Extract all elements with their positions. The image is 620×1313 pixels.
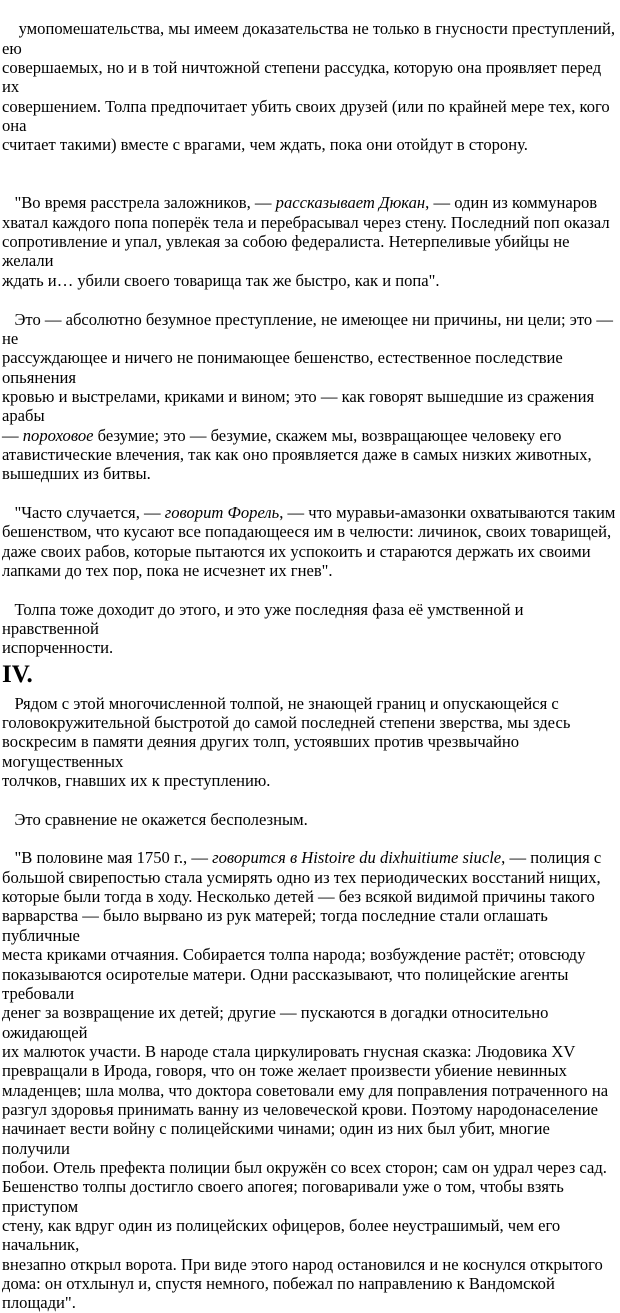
paragraph (2, 310, 616, 484)
text-segment: , — один из коммунаров хватал каждого попа поперёк тела и перебрасывал через стену. Последний поп оказал сопротивление и упал, увлекая за собою федералиста. Нетерпеливые убийцы не желали ждать и… убили своего товарища так же быстро, как и попа". (2, 193, 610, 290)
italic-attribution: говорит Форель (164, 502, 280, 522)
paragraph (2, 694, 616, 791)
paragraph (2, 810, 616, 829)
paragraph-gap (2, 790, 616, 809)
italic-attribution: рассказывает Дюкан (275, 193, 426, 213)
text-segment: Толпа тоже доходит до этого, и это уже последняя фаза её умственной и нравственной испорченности. (2, 599, 524, 658)
paragraph-gap (2, 580, 616, 599)
italic-term: пороховое (22, 425, 94, 445)
paragraph-quote-forel (2, 503, 616, 580)
text-segment: "В половине мая 1750 г., — (2, 848, 213, 868)
text-segment: Это — абсолютно безумное преступление, не имеющее ни причины, ни цели; это — не рассуждающее и ничего не понимающее бешенство, естественное последствие опьянения кровью и выстрелами, криками и вином; это — как говорят вышедшие из сражения арабы — (2, 309, 613, 445)
text-segment: "Часто случается, — (2, 502, 165, 522)
paragraph (2, 0, 616, 174)
text-segment: , — полиция с большой свирепостью стала усмирять одно из тех периодических восстаний нищих, которые были тогда в ходу. Несколько детей — без всякой видимой причины такого варварства — было вырвано из рук матерей; тогда последние стали оглашать публичные места криками отчаяния. Собирается толпа народа; возбуждение растёт; отовсюду показываются осиротелые матери. Одни рассказывают, что полицейские агенты требовали денег за возвращение их детей; другие — пускаются в догадки относительно ожидающей их малюток участи. В народе стала циркулировать гнусная сказка: Людовика XV превращали в Ирода, говоря, что он тоже желает произвести убиение невинных младенцев; шла молва, что доктора советовали ему для поправления потраченного на разгул здоровья принимать ванну из человеческой крови. Поэтому народонаселение начинает вести войну с полицейскими чинами; один из них был убит, многие получили побои. Отель префекта полиции был окружён со всех сторон; сам он удрал через сад. Бешенство толпы достигло своего апогея; поговаривали уже о том, чтобы взять приступом стену, как вдруг один из полицейских офицеров, более неустрашимый, чем его начальник, внезапно открыл ворота. При виде этого народ остановился и не коснулся открытого дома: он отхлынул и, спустя немного, побежал по направлению к Вандомской площади". (2, 848, 609, 1313)
text-segment: Это сравнение не окажется бесполезным. (2, 809, 308, 829)
italic-source: говорится в Histoire du dixhuitiume siucle (212, 848, 502, 868)
paragraph-gap (2, 174, 616, 193)
paragraph-quote-ducamp (2, 193, 616, 290)
paragraph-gap (2, 290, 616, 309)
text-segment: безумие; это — безумие, скажем мы, возвращающее человеку его атавистические влечения, так как оно проявляется даже в самых низких животных, вышедших из битвы. (2, 425, 592, 484)
paragraph-gap (2, 829, 616, 848)
paragraph-quote-histoire (2, 848, 616, 1312)
paragraph (2, 600, 616, 658)
document-page (2, 0, 616, 1313)
text-segment: "Во время расстрела заложников, — (2, 193, 276, 213)
text-segment: умопомешательства, мы имеем доказательства не только в гнусности преступлений, ею совершаемых, но и в той ничтожной степени рассудка, которую она проявляет перед их совершением. Толпа предпочитает убить своих друзей (или по крайней мере тех, кого она считает такими) вместе с врагами, чем ждать, пока они отойдут в сторону. (2, 19, 615, 155)
section-heading: IV. (2, 660, 33, 688)
text-segment: Рядом с этой многочисленной толпой, не знающей границ и опускающейся с головокружительной быстротой до самой последней степени зверства, мы здесь воскресим в памяти деяния других толп, устоявших против чрезвычайно могущественных толчков, гнавших их к преступлению. (2, 693, 571, 791)
text-segment: , — что муравьи-амазонки охватываются таким бешенством, что кусают все попадающееся им в челюсти: личинок, своих товарищей, даже своих рабов, которые пытаются их успокоить и стараются держать их своими лапками до тех пор, пока не исчезнет их гнев". (2, 502, 616, 580)
paragraph-gap (2, 484, 616, 503)
